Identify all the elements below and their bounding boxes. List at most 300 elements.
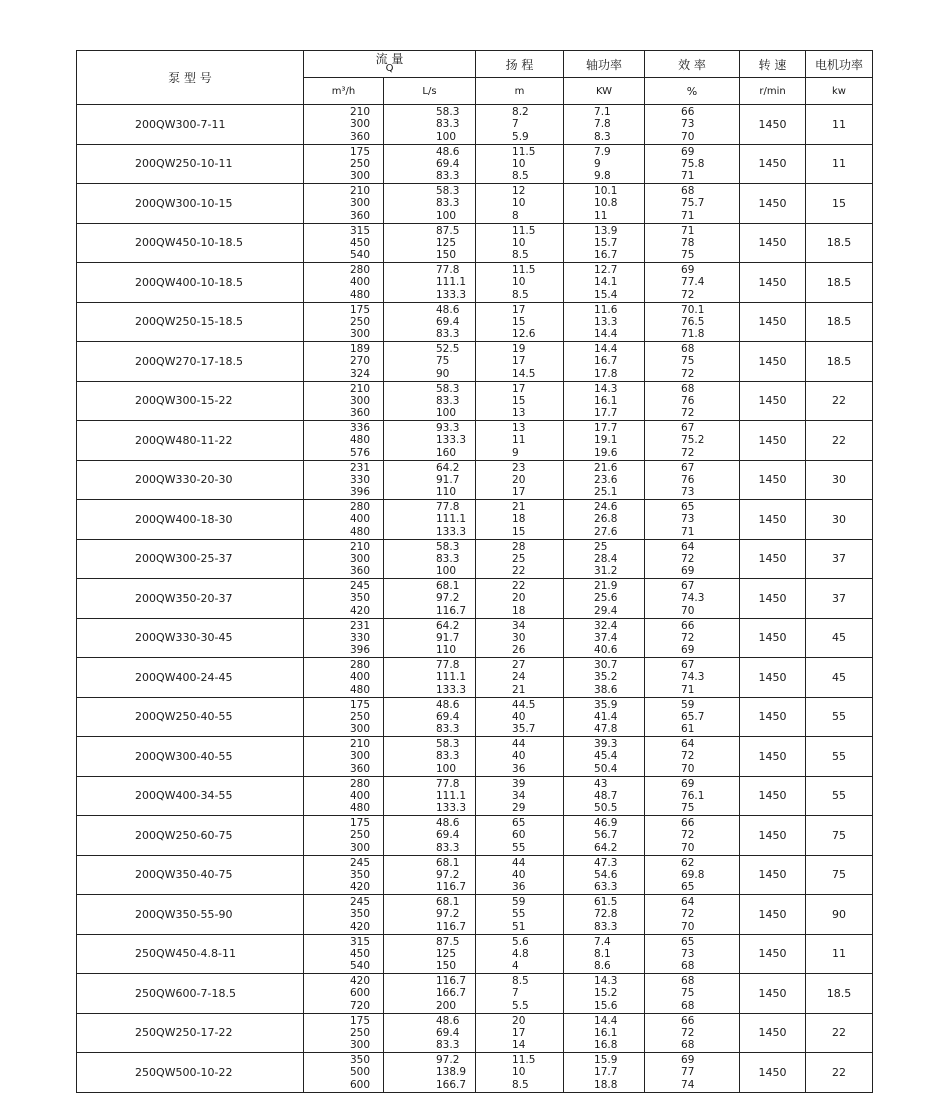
- shaft-power-cell-value: 9: [594, 157, 601, 170]
- flow-ls-cell: [384, 816, 476, 856]
- flow-m3h-cell: [304, 302, 384, 342]
- motor-power-cell: 22: [806, 421, 873, 461]
- flow-ls-cell-value: 133.3: [436, 802, 467, 815]
- shaft-power-cell-value: 14.4: [594, 1014, 618, 1027]
- shaft-power-cell-value: 15.4: [594, 288, 618, 301]
- flow-m3h-cell-value: 420: [350, 920, 371, 933]
- efficiency-cell: [645, 342, 740, 382]
- head-cell-value: 20: [512, 592, 526, 605]
- flow-ls-cell: [384, 895, 476, 935]
- flow-ls-cell: [384, 658, 476, 698]
- efficiency-cell-value: 70: [681, 920, 695, 933]
- shaft-power-cell: [564, 500, 645, 540]
- flow-ls-cell-value: 69.4: [436, 1026, 460, 1039]
- shaft-power-cell-value: 50.4: [594, 762, 618, 775]
- efficiency-cell-value: 74.3: [681, 671, 705, 684]
- head-cell-value: 8: [512, 209, 519, 222]
- motor-power-cell: 22: [806, 1053, 873, 1093]
- efficiency-cell: [645, 737, 740, 777]
- shaft-power-cell-value: 19.1: [594, 434, 618, 447]
- flow-m3h-cell-value: 480: [350, 288, 371, 301]
- head-cell-value: 11.5: [512, 224, 536, 237]
- head-cell: [476, 342, 564, 382]
- efficiency-cell-value: 67: [681, 659, 695, 671]
- head-cell-value: 13: [512, 422, 526, 434]
- speed-cell: 1450: [740, 895, 806, 935]
- shaft-power-cell-value: 7.8: [594, 118, 611, 131]
- flow-ls-cell: [384, 105, 476, 145]
- shaft-power-cell-value: 23.6: [594, 473, 618, 486]
- efficiency-cell-value: 71: [681, 209, 695, 222]
- flow-m3h-cell-value: 300: [350, 841, 371, 854]
- head-cell-value: 4: [512, 960, 519, 973]
- speed-cell: 1450: [740, 816, 806, 856]
- model-cell: 200QW350-20-37: [77, 579, 304, 619]
- flow-ls-cell-value: 90: [436, 367, 450, 380]
- head-cell: [476, 1053, 564, 1093]
- efficiency-cell-value: 77.4: [681, 276, 705, 289]
- shaft-power-cell-value: 25.1: [594, 486, 618, 499]
- flow-ls-cell-value: 58.3: [436, 106, 460, 118]
- header-shaft-power: 轴功率: [564, 51, 645, 78]
- flow-m3h-cell-value: 250: [350, 829, 371, 842]
- speed-cell: 1450: [740, 855, 806, 895]
- head-cell-value: 60: [512, 829, 526, 842]
- head-cell-value: 8.5: [512, 249, 529, 262]
- head-cell-value: 29: [512, 802, 526, 815]
- flow-m3h-cell-value: 420: [350, 604, 371, 617]
- flow-ls-cell-value: 87.5: [436, 935, 460, 948]
- motor-power-cell: 55: [806, 776, 873, 816]
- shaft-power-cell-value: 13.9: [594, 224, 618, 237]
- flow-ls-cell-value: 75: [436, 355, 450, 368]
- efficiency-cell-value: 75: [681, 355, 695, 368]
- unit-shaft-power: KW: [564, 78, 645, 105]
- flow-m3h-cell: [304, 1053, 384, 1093]
- flow-ls-cell-value: 110: [436, 644, 457, 657]
- model-cell: 250QW600-7-18.5: [77, 974, 304, 1014]
- shaft-power-cell: [564, 658, 645, 698]
- flow-ls-cell-value: 48.6: [436, 817, 460, 829]
- pump-spec-sheet: [76, 50, 872, 1093]
- head-cell: [476, 500, 564, 540]
- head-cell: [476, 144, 564, 184]
- efficiency-cell-value: 68: [681, 960, 695, 973]
- flow-ls-cell-value: 83.3: [436, 841, 460, 854]
- speed-cell: 1450: [740, 1013, 806, 1053]
- model-cell: 200QW450-10-18.5: [77, 223, 304, 263]
- shaft-power-cell-value: 38.6: [594, 683, 618, 696]
- shaft-power-cell: [564, 460, 645, 500]
- flow-m3h-cell-value: 576: [350, 446, 371, 459]
- motor-power-cell: 75: [806, 855, 873, 895]
- head-cell-value: 34: [512, 789, 526, 802]
- head-cell: [476, 223, 564, 263]
- head-cell-value: 15: [512, 525, 526, 538]
- head-cell-value: 9: [512, 446, 519, 459]
- flow-m3h-cell-value: 360: [350, 209, 371, 222]
- efficiency-cell-value: 72: [681, 407, 695, 420]
- shaft-power-cell-value: 41.4: [594, 710, 618, 723]
- shaft-power-cell: [564, 539, 645, 579]
- table-row: [77, 184, 873, 224]
- shaft-power-cell-value: 61.5: [594, 896, 618, 908]
- shaft-power-cell-value: 10.1: [594, 185, 618, 197]
- flow-m3h-cell: [304, 974, 384, 1014]
- flow-ls-cell-value: 133.3: [436, 525, 467, 538]
- flow-ls-cell-value: 160: [436, 446, 457, 459]
- efficiency-cell-value: 68: [681, 382, 695, 395]
- efficiency-cell: [645, 579, 740, 619]
- shaft-power-cell-value: 16.1: [594, 1026, 618, 1039]
- head-cell-value: 8.5: [512, 288, 529, 301]
- flow-ls-cell: [384, 381, 476, 421]
- head-cell-value: 10: [512, 1066, 526, 1079]
- flow-m3h-cell-value: 245: [350, 856, 371, 869]
- model-cell: 200QW250-60-75: [77, 816, 304, 856]
- shaft-power-cell: [564, 342, 645, 382]
- head-cell: [476, 184, 564, 224]
- flow-m3h-cell-value: 396: [350, 486, 371, 499]
- flow-ls-cell-value: 91.7: [436, 473, 460, 486]
- head-cell-value: 18: [512, 513, 526, 526]
- shaft-power-cell-value: 10.8: [594, 197, 618, 210]
- flow-m3h-cell: [304, 105, 384, 145]
- head-cell-value: 12.6: [512, 328, 536, 341]
- efficiency-cell-value: 75.7: [681, 197, 705, 210]
- motor-power-cell: 18.5: [806, 974, 873, 1014]
- unit-efficiency: %: [645, 78, 740, 105]
- shaft-power-cell: [564, 421, 645, 461]
- flow-m3h-cell-value: 324: [350, 367, 371, 380]
- flow-m3h-cell-value: 500: [350, 1066, 371, 1079]
- flow-ls-cell-value: 68.1: [436, 580, 460, 592]
- shaft-power-cell-value: 28.4: [594, 552, 618, 565]
- head-cell: [476, 618, 564, 658]
- shaft-power-cell-value: 72.8: [594, 908, 618, 921]
- head-cell: [476, 263, 564, 303]
- efficiency-cell: [645, 223, 740, 263]
- flow-m3h-cell-value: 350: [350, 868, 371, 881]
- table-row: [77, 855, 873, 895]
- flow-ls-cell-value: 97.2: [436, 868, 460, 881]
- flow-m3h-cell-value: 400: [350, 513, 371, 526]
- head-cell-value: 11.5: [512, 145, 536, 158]
- efficiency-cell-value: 69: [681, 644, 695, 657]
- head-cell: [476, 539, 564, 579]
- shaft-power-cell-value: 15.2: [594, 987, 618, 1000]
- efficiency-cell: [645, 855, 740, 895]
- head-cell: [476, 816, 564, 856]
- flow-ls-cell-value: 150: [436, 960, 457, 973]
- flow-ls-cell: [384, 1053, 476, 1093]
- speed-cell: 1450: [740, 697, 806, 737]
- flow-ls-cell-value: 133.3: [436, 288, 467, 301]
- flow-m3h-cell-value: 270: [350, 355, 371, 368]
- flow-m3h-cell-value: 336: [350, 422, 371, 434]
- efficiency-cell-value: 75: [681, 987, 695, 1000]
- flow-ls-cell-value: 166.7: [436, 1078, 467, 1091]
- head-cell: [476, 460, 564, 500]
- efficiency-cell: [645, 500, 740, 540]
- flow-ls-cell-value: 48.6: [436, 145, 460, 158]
- shaft-power-cell-value: 18.8: [594, 1078, 618, 1091]
- flow-ls-cell-value: 91.7: [436, 631, 460, 644]
- shaft-power-cell: [564, 1013, 645, 1053]
- flow-ls-cell-value: 111.1: [436, 789, 467, 802]
- shaft-power-cell-value: 24.6: [594, 501, 618, 513]
- flow-ls-cell-value: 69.4: [436, 157, 460, 170]
- head-cell-value: 22: [512, 565, 526, 578]
- flow-ls-cell-value: 64.2: [436, 619, 460, 632]
- shaft-power-cell-value: 14.1: [594, 276, 618, 289]
- shaft-power-cell-value: 8.6: [594, 960, 611, 973]
- flow-m3h-cell: [304, 816, 384, 856]
- shaft-power-cell-value: 14.4: [594, 328, 618, 341]
- efficiency-cell-value: 72: [681, 750, 695, 763]
- shaft-power-cell-value: 11.6: [594, 303, 618, 316]
- table-row: [77, 105, 873, 145]
- shaft-power-cell-value: 45.4: [594, 750, 618, 763]
- shaft-power-cell-value: 56.7: [594, 829, 618, 842]
- efficiency-cell: [645, 381, 740, 421]
- flow-ls-cell-value: 52.5: [436, 343, 460, 355]
- flow-m3h-cell-value: 540: [350, 960, 371, 973]
- flow-ls-cell-value: 97.2: [436, 908, 460, 921]
- efficiency-cell-value: 70: [681, 130, 695, 143]
- shaft-power-cell-value: 29.4: [594, 604, 618, 617]
- flow-ls-cell-value: 69.4: [436, 710, 460, 723]
- shaft-power-cell: [564, 697, 645, 737]
- shaft-power-cell-value: 17.7: [594, 407, 618, 420]
- efficiency-cell-value: 69: [681, 777, 695, 790]
- flow-ls-cell-value: 68.1: [436, 896, 460, 908]
- shaft-power-cell-value: 7.9: [594, 145, 611, 158]
- efficiency-cell-value: 73: [681, 118, 695, 131]
- header-row-titles: [77, 51, 873, 78]
- efficiency-cell-value: 71: [681, 170, 695, 183]
- efficiency-cell-value: 76: [681, 394, 695, 407]
- model-cell: 200QW250-40-55: [77, 697, 304, 737]
- flow-m3h-cell-value: 350: [350, 908, 371, 921]
- speed-cell: 1450: [740, 144, 806, 184]
- shaft-power-cell: [564, 105, 645, 145]
- efficiency-cell-value: 74.3: [681, 592, 705, 605]
- header-speed: 转 速: [740, 51, 806, 78]
- shaft-power-cell-value: 64.2: [594, 841, 618, 854]
- flow-ls-cell-value: 83.3: [436, 750, 460, 763]
- shaft-power-cell-value: 15.7: [594, 236, 618, 249]
- efficiency-cell: [645, 144, 740, 184]
- flow-ls-cell-value: 110: [436, 486, 457, 499]
- model-cell: 200QW400-34-55: [77, 776, 304, 816]
- flow-m3h-cell-value: 175: [350, 145, 371, 158]
- flow-m3h-cell-value: 175: [350, 698, 371, 711]
- efficiency-cell-value: 75.2: [681, 434, 705, 447]
- flow-ls-cell-value: 116.7: [436, 975, 467, 987]
- shaft-power-cell-value: 19.6: [594, 446, 618, 459]
- head-cell-value: 30: [512, 631, 526, 644]
- flow-m3h-cell-value: 245: [350, 896, 371, 908]
- flow-ls-cell-value: 111.1: [436, 276, 467, 289]
- flow-m3h-cell: [304, 144, 384, 184]
- flow-m3h-cell-value: 250: [350, 157, 371, 170]
- efficiency-cell-value: 66: [681, 106, 695, 118]
- efficiency-cell-value: 66: [681, 619, 695, 632]
- head-cell-value: 22: [512, 580, 526, 592]
- flow-m3h-cell: [304, 1013, 384, 1053]
- shaft-power-cell: [564, 737, 645, 777]
- flow-m3h-cell-value: 280: [350, 777, 371, 790]
- flow-m3h-cell-value: 350: [350, 1054, 371, 1066]
- flow-m3h-cell-value: 300: [350, 197, 371, 210]
- flow-m3h-cell-value: 600: [350, 1078, 371, 1091]
- table-row: [77, 658, 873, 698]
- shaft-power-cell-value: 7.4: [594, 935, 611, 948]
- flow-ls-cell-value: 83.3: [436, 197, 460, 210]
- table-row: [77, 500, 873, 540]
- head-cell-value: 40: [512, 710, 526, 723]
- unit-m3h: m³/h: [304, 78, 384, 105]
- efficiency-cell: [645, 974, 740, 1014]
- unit-head: m: [476, 78, 564, 105]
- flow-m3h-cell: [304, 500, 384, 540]
- head-cell: [476, 381, 564, 421]
- efficiency-cell-value: 65: [681, 881, 695, 894]
- efficiency-cell-value: 68: [681, 975, 695, 987]
- flow-ls-cell-value: 150: [436, 249, 457, 262]
- head-cell: [476, 579, 564, 619]
- flow-ls-cell-value: 77.8: [436, 501, 460, 513]
- shaft-power-cell-value: 21.9: [594, 580, 618, 592]
- table-body: [77, 105, 873, 1093]
- model-cell: 250QW250-17-22: [77, 1013, 304, 1053]
- flow-m3h-cell-value: 330: [350, 631, 371, 644]
- flow-ls-cell-value: 48.6: [436, 1014, 460, 1027]
- head-cell-value: 21: [512, 501, 526, 513]
- shaft-power-cell-value: 16.8: [594, 1039, 618, 1052]
- flow-m3h-cell-value: 480: [350, 434, 371, 447]
- shaft-power-cell: [564, 816, 645, 856]
- head-cell-value: 44: [512, 738, 526, 750]
- table-row: [77, 302, 873, 342]
- head-cell-value: 40: [512, 750, 526, 763]
- efficiency-cell-value: 65: [681, 935, 695, 948]
- flow-m3h-cell-value: 300: [350, 1039, 371, 1052]
- flow-m3h-cell-value: 360: [350, 407, 371, 420]
- model-cell: 250QW450-4.8-11: [77, 934, 304, 974]
- shaft-power-cell-value: 43: [594, 777, 608, 790]
- speed-cell: 1450: [740, 539, 806, 579]
- shaft-power-cell-value: 47.8: [594, 723, 618, 736]
- flow-ls-cell-value: 100: [436, 209, 457, 222]
- flow-m3h-cell-value: 330: [350, 473, 371, 486]
- motor-power-cell: 11: [806, 105, 873, 145]
- flow-m3h-cell: [304, 737, 384, 777]
- motor-power-cell: 45: [806, 658, 873, 698]
- flow-ls-cell: [384, 697, 476, 737]
- flow-ls-cell-value: 48.6: [436, 303, 460, 316]
- flow-m3h-cell-value: 210: [350, 540, 371, 553]
- efficiency-cell-value: 66: [681, 1014, 695, 1027]
- head-cell: [476, 895, 564, 935]
- head-cell-value: 15: [512, 394, 526, 407]
- table-row: [77, 144, 873, 184]
- flow-ls-cell-value: 58.3: [436, 540, 460, 553]
- model-cell: 200QW250-10-11: [77, 144, 304, 184]
- efficiency-cell-value: 73: [681, 947, 695, 960]
- efficiency-cell-value: 71: [681, 525, 695, 538]
- head-cell-value: 8.5: [512, 1078, 529, 1091]
- flow-ls-cell-value: 116.7: [436, 604, 467, 617]
- shaft-power-cell-value: 32.4: [594, 619, 618, 632]
- shaft-power-cell: [564, 263, 645, 303]
- speed-cell: 1450: [740, 105, 806, 145]
- model-cell: 200QW400-24-45: [77, 658, 304, 698]
- head-cell-value: 34: [512, 619, 526, 632]
- flow-m3h-cell-value: 400: [350, 789, 371, 802]
- head-cell-value: 26: [512, 644, 526, 657]
- head-cell-value: 28: [512, 540, 526, 553]
- flow-m3h-cell-value: 231: [350, 461, 371, 474]
- shaft-power-cell-value: 17.8: [594, 367, 618, 380]
- table-row: [77, 263, 873, 303]
- motor-power-cell: 18.5: [806, 223, 873, 263]
- shaft-power-cell-value: 35.2: [594, 671, 618, 684]
- head-cell-value: 15: [512, 315, 526, 328]
- flow-ls-cell: [384, 144, 476, 184]
- efficiency-cell-value: 59: [681, 698, 695, 711]
- table-row: [77, 421, 873, 461]
- shaft-power-cell-value: 48.7: [594, 789, 618, 802]
- efficiency-cell-value: 68: [681, 1039, 695, 1052]
- table-row: [77, 381, 873, 421]
- flow-m3h-cell: [304, 776, 384, 816]
- head-cell-value: 8.5: [512, 975, 529, 987]
- speed-cell: 1450: [740, 381, 806, 421]
- flow-ls-cell: [384, 737, 476, 777]
- flow-ls-cell-value: 69.4: [436, 829, 460, 842]
- flow-m3h-cell-value: 280: [350, 501, 371, 513]
- flow-ls-cell-value: 125: [436, 947, 457, 960]
- flow-m3h-cell-value: 300: [350, 170, 371, 183]
- efficiency-cell-value: 65: [681, 501, 695, 513]
- flow-m3h-cell: [304, 381, 384, 421]
- header-flow-symbol: Q: [385, 63, 394, 74]
- motor-power-cell: 11: [806, 144, 873, 184]
- shaft-power-cell-value: 54.6: [594, 868, 618, 881]
- shaft-power-cell-value: 8.3: [594, 130, 611, 143]
- efficiency-cell-value: 70: [681, 762, 695, 775]
- speed-cell: 1450: [740, 500, 806, 540]
- head-cell-value: 44.5: [512, 698, 536, 711]
- motor-power-cell: 37: [806, 579, 873, 619]
- flow-m3h-cell-value: 210: [350, 382, 371, 395]
- flow-ls-cell-value: 83.3: [436, 170, 460, 183]
- model-cell: 200QW330-20-30: [77, 460, 304, 500]
- flow-ls-cell-value: 111.1: [436, 513, 467, 526]
- shaft-power-cell-value: 25: [594, 540, 608, 553]
- head-cell-value: 44: [512, 856, 526, 869]
- flow-m3h-cell: [304, 618, 384, 658]
- flow-ls-cell-value: 100: [436, 762, 457, 775]
- motor-power-cell: 45: [806, 618, 873, 658]
- table-row: [77, 539, 873, 579]
- header-head: 扬 程: [476, 51, 564, 78]
- head-cell-value: 55: [512, 841, 526, 854]
- flow-ls-cell-value: 97.2: [436, 592, 460, 605]
- unit-motor-power: kw: [806, 78, 873, 105]
